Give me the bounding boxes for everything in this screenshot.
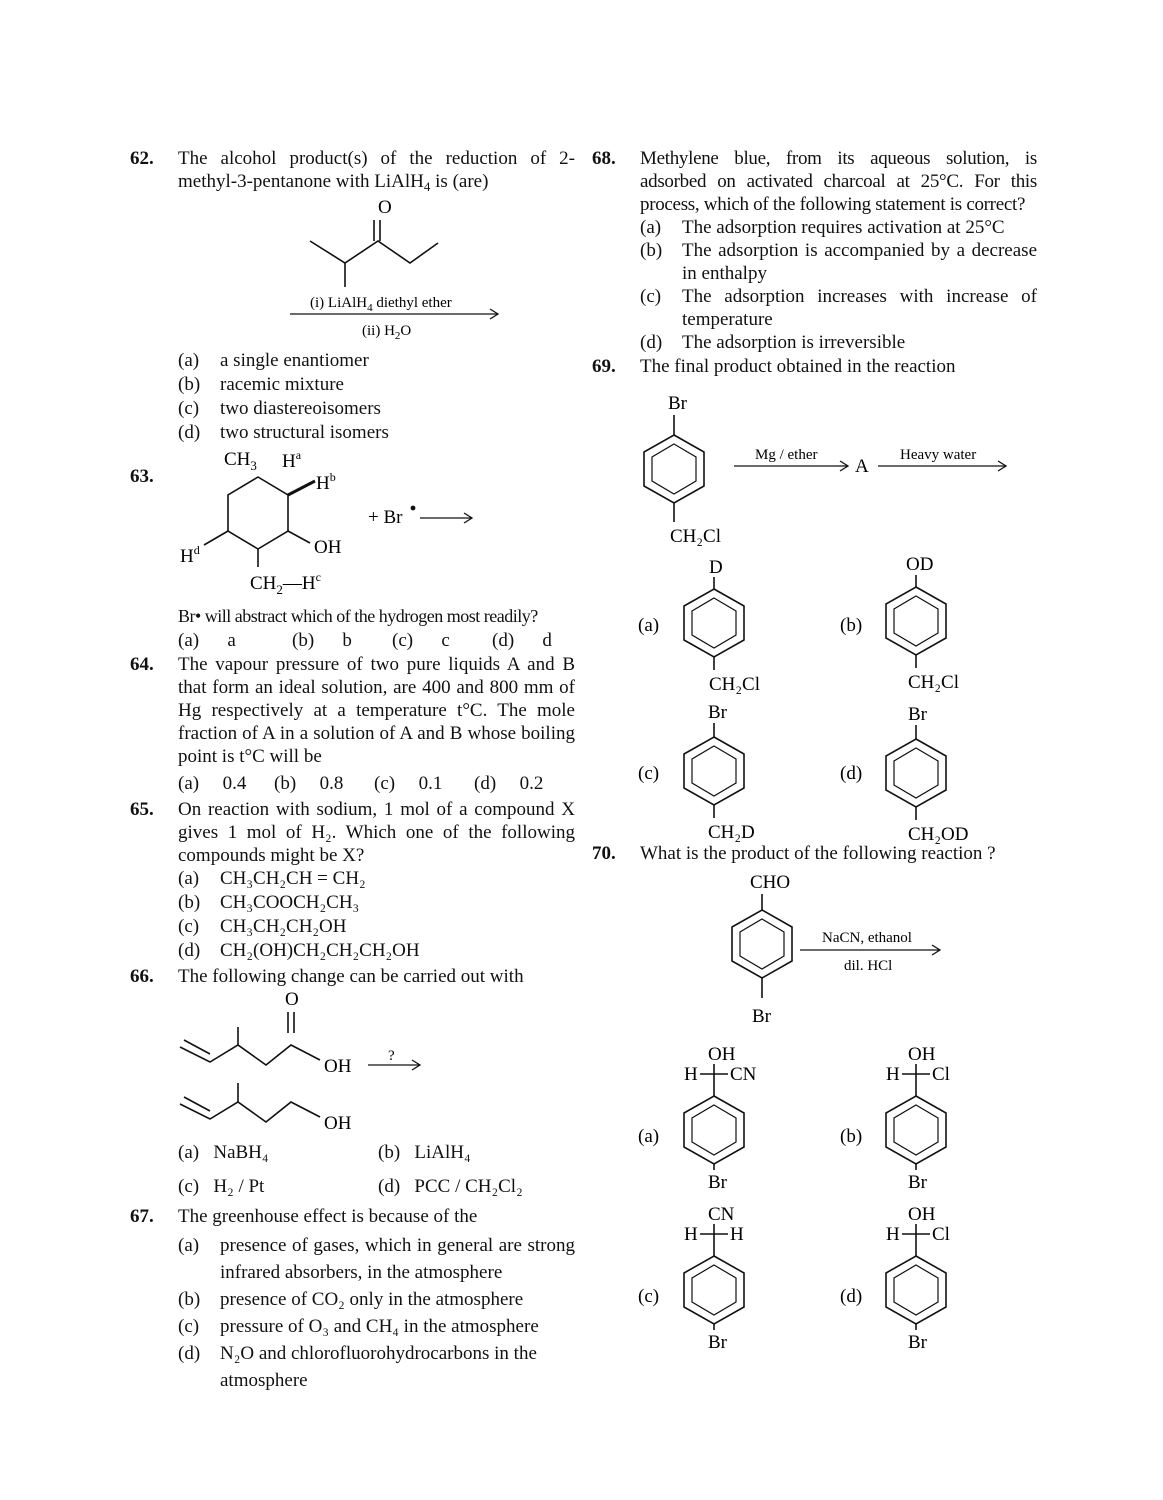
option-a[interactable]: (a) NaBH₄	[178, 1142, 269, 1163]
question-number: 63.	[130, 466, 154, 487]
option-a[interactable]: (a) The adsorption requires activation at 25°C	[640, 217, 1005, 238]
question-number: 67.	[130, 1206, 154, 1227]
svg-text:H: H	[886, 1224, 900, 1245]
option-c[interactable]: (c) pressure of O₃ and CH₄ in the atmosphere	[178, 1316, 539, 1337]
option-b[interactable]: (b) The adsorption is accompanied by a decrease in enthalpy	[640, 240, 1037, 284]
svg-text:Br: Br	[708, 702, 727, 723]
options-65	[178, 867, 575, 963]
option-a[interactable]	[638, 1044, 757, 1193]
reagent-bottom: dil. HCl	[844, 958, 893, 974]
ch2-label: $CH_2—H^c$	[250, 570, 321, 597]
svg-text:Br: Br	[908, 1332, 927, 1353]
svg-text:H: H	[730, 1224, 744, 1245]
svg-text:OD: OD	[906, 554, 934, 575]
oh-label: OH	[314, 537, 342, 558]
svg-text:CH₂OD: CH₂OD	[908, 824, 969, 845]
cho-label: CHO	[750, 872, 791, 893]
svg-text:(a): (a)	[638, 1126, 660, 1147]
option-b[interactable]: (b) presence of CO₂ only in the atmosphere	[178, 1289, 524, 1310]
atom-o: O	[378, 197, 392, 218]
ch2cl-label: CH₂Cl	[670, 526, 721, 547]
question-text: Methylene blue, from its aqueous solution, is adsorbed on activated charcoal at 25°C. For this process, which of the following statement is correct?	[640, 148, 1037, 215]
option-d[interactable]: (d) 0.2	[474, 773, 544, 794]
option-b[interactable]	[840, 1044, 950, 1193]
question-text: The final product obtained in the reaction	[640, 356, 956, 377]
svg-text:CN: CN	[708, 1204, 735, 1225]
svg-text:Br: Br	[908, 1172, 927, 1193]
question-number: 69.	[592, 356, 616, 377]
options-67	[178, 1232, 575, 1394]
br-label: Br	[668, 393, 687, 414]
options-68	[640, 216, 1037, 354]
svg-text:CH₂Cl: CH₂Cl	[709, 674, 760, 695]
svg-text:(d): (d)	[840, 763, 863, 784]
reaction-scheme-62	[130, 195, 575, 342]
ha-label: $H^a$	[282, 448, 302, 472]
option-c[interactable]: (c) The adsorption increases with increase of temperature	[640, 286, 1037, 330]
option-d[interactable]: (d) CH₂(OH)CH₂CH₂CH₂OH	[178, 940, 420, 961]
option-c[interactable]: (c) c	[392, 630, 450, 651]
svg-text:H: H	[684, 1064, 698, 1085]
cyclohexane-structure-63	[130, 445, 575, 597]
question-text: The following change can be carried out with	[178, 966, 524, 987]
option-d[interactable]: (d) two structural isomers	[178, 422, 389, 443]
options-64	[178, 772, 575, 795]
option-d[interactable]: (d) The adsorption is irreversible	[640, 332, 906, 353]
oh-label: OH	[324, 1113, 352, 1134]
question-text: The greenhouse effect is because of the	[178, 1206, 478, 1227]
option-d[interactable]	[840, 1204, 950, 1353]
question-65	[130, 798, 575, 965]
option-d[interactable]: (d) N₂O and chlorofluorohydrocarbons in the atmosphere	[178, 1343, 537, 1391]
question-text: What is the product of the following reaction ?	[640, 843, 996, 864]
svg-text:CH₂D: CH₂D	[708, 822, 755, 843]
option-d[interactable]	[840, 704, 968, 845]
question-67	[130, 1205, 575, 1394]
option-b[interactable]: (b) CH₃COOCH₂CH₃	[178, 892, 360, 913]
question-70	[592, 842, 1037, 1353]
reagent-top: NaCN, ethanol	[822, 930, 912, 946]
br-label: Br	[752, 1006, 771, 1027]
svg-text:OH: OH	[708, 1044, 736, 1065]
question-69	[592, 355, 1037, 845]
step2-label: Heavy water	[900, 447, 977, 463]
options-62	[178, 349, 389, 445]
svg-text:H: H	[684, 1224, 698, 1245]
svg-text:(d): (d)	[840, 1286, 863, 1307]
option-b[interactable]: (b) LiAlH₄	[378, 1142, 471, 1163]
svg-text:D: D	[709, 557, 723, 578]
option-a[interactable]: (a) a single enantiomer	[178, 350, 369, 371]
question-number: 68.	[592, 148, 616, 169]
question-number: 65.	[130, 799, 154, 820]
option-c[interactable]: (c) two diastereoisomers	[178, 398, 381, 419]
arrow-label: ?	[388, 1048, 395, 1064]
option-b[interactable]: (b) racemic mixture	[178, 374, 344, 395]
reagent-top: (i) LiAlH$_4$ diethyl ether	[310, 295, 452, 314]
question-63	[130, 448, 575, 653]
svg-text:Br: Br	[708, 1332, 727, 1353]
svg-text:Cl: Cl	[932, 1064, 950, 1085]
svg-text:(b): (b)	[840, 1126, 863, 1147]
option-c[interactable]	[638, 702, 755, 843]
step1-label: Mg / ether	[755, 447, 818, 463]
question-66	[130, 965, 575, 1197]
oh-label: OH	[324, 1056, 352, 1077]
question-number: 70.	[592, 843, 616, 864]
option-c[interactable]: (c) 0.1	[374, 773, 443, 794]
svg-text:OH: OH	[908, 1204, 936, 1225]
svg-text:(c): (c)	[638, 763, 660, 784]
option-a[interactable]: (a) 0.4	[178, 773, 247, 794]
br-radical-reagent: + Br	[368, 507, 403, 528]
question-68	[592, 147, 1037, 355]
option-c[interactable]: (c) CH₃CH₂CH₂OH	[178, 916, 347, 937]
svg-text:Cl: Cl	[932, 1224, 950, 1245]
option-b[interactable]: (b) 0.8	[274, 773, 344, 794]
intermediate-label: A	[855, 456, 869, 477]
question-text: On reaction with sodium, 1 mol of a compound X gives 1 mol of H₂. Which one of the following compounds might be X?	[178, 799, 575, 866]
question-number: 62.	[130, 148, 154, 169]
question-64	[130, 653, 575, 798]
atom-o: O	[285, 989, 299, 1010]
svg-text:(a): (a)	[638, 615, 660, 636]
svg-text:(c): (c)	[638, 1286, 660, 1307]
svg-text:Br: Br	[708, 1172, 727, 1193]
option-c[interactable]	[638, 1204, 744, 1353]
question-62	[130, 147, 575, 455]
question-text: Br• will abstract which of the hydrogen most readily?	[178, 606, 538, 626]
option-a[interactable]: (a) presence of gases, which in general are strong infrared absorbers, in the atmosphere	[178, 1235, 575, 1283]
right-column	[592, 147, 1037, 1353]
ch3-label: $CH_3$	[224, 449, 257, 473]
svg-text:(b): (b)	[840, 615, 863, 636]
option-b[interactable]	[840, 554, 959, 693]
svg-text:Br: Br	[908, 704, 927, 725]
option-b[interactable]: (b) b	[292, 630, 352, 651]
option-d[interactable]: (d) d	[492, 630, 552, 651]
reagent-bottom: (ii) $H_2O$	[362, 323, 412, 342]
option-c[interactable]: (c) H₂ / Pt	[178, 1176, 265, 1197]
reaction-scheme-70	[592, 864, 1037, 1364]
svg-text:CH₂Cl: CH₂Cl	[908, 672, 959, 693]
option-a[interactable]: (a) CH₃CH₂CH = CH₂	[178, 868, 366, 889]
left-column	[130, 147, 575, 1394]
option-d[interactable]: (d) PCC / CH₂Cl₂	[378, 1176, 523, 1197]
reaction-scheme-69	[592, 377, 1037, 847]
option-a[interactable]: (a) a	[178, 630, 236, 651]
svg-text:OH: OH	[908, 1044, 936, 1065]
question-text: The vapour pressure of two pure liquids A and B that form an ideal solution, are 400 and 800 mm of Hg respectively at a temperature t°C. The mole fraction of A in a solution of A and B whose boiling point is t°C will be	[178, 654, 575, 767]
question-number: 66.	[130, 966, 154, 987]
option-a[interactable]	[638, 557, 760, 695]
hd-label: $H^d$	[180, 543, 200, 567]
svg-text:CN: CN	[730, 1064, 757, 1085]
svg-text:H: H	[886, 1064, 900, 1085]
reaction-scheme-66	[130, 987, 575, 1134]
question-text: The alcohol product(s) of the reduction of 2-methyl-3-pentanone with LiAlH$_4$ is (are)	[178, 148, 575, 194]
options-63	[178, 629, 580, 652]
hb-label: $H^b$	[316, 470, 336, 494]
question-number: 64.	[130, 654, 154, 675]
options-66	[178, 1141, 578, 1198]
